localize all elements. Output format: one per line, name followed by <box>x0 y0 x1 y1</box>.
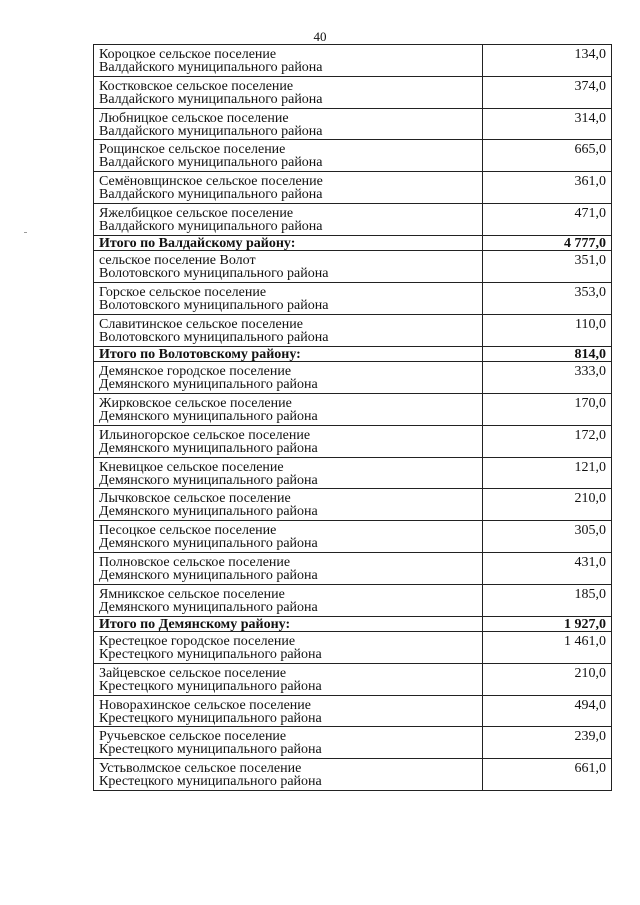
settlement-name: Горское сельское поселение <box>99 285 267 301</box>
settlement-name-cell <box>94 172 483 204</box>
settlement-name: Короцкое сельское поселение <box>99 47 277 62</box>
settlement-name-cell <box>94 695 483 727</box>
settlement-name: Полновское сельское поселение <box>99 554 291 570</box>
settlement-value: 351,0 <box>483 251 612 283</box>
district-total-value: 1 927,0 <box>483 616 612 632</box>
district-total-value: 4 777,0 <box>483 235 612 251</box>
settlement-name: Яжелбицкое сельское поселение <box>99 205 294 221</box>
municipal-district-name: Валдайского муниципального района <box>99 91 323 107</box>
settlement-value: 471,0 <box>483 203 612 235</box>
settlement-row <box>94 759 612 791</box>
settlement-row <box>94 663 612 695</box>
settlement-value: 665,0 <box>483 140 612 172</box>
settlement-name: Костковское сельское поселение <box>99 78 294 94</box>
municipal-district-name: Валдайского муниципального района <box>99 60 323 75</box>
settlement-name: Демянское городское поселение <box>99 364 292 380</box>
settlement-value: 170,0 <box>483 393 612 425</box>
municipal-district-name: Валдайского муниципального района <box>99 123 323 139</box>
settlement-name-cell <box>94 663 483 695</box>
settlement-row <box>94 393 612 425</box>
municipal-district-name: Демянского муниципального района <box>99 599 318 615</box>
settlement-value: 305,0 <box>483 521 612 553</box>
municipal-district-name: Крестецкого муниципального района <box>99 710 322 726</box>
settlement-name-cell <box>94 251 483 283</box>
municipal-district-name: Валдайского муниципального района <box>99 187 323 203</box>
settlement-name-cell <box>94 425 483 457</box>
settlement-value: 134,0 <box>483 45 612 77</box>
settlement-row <box>94 425 612 457</box>
municipal-district-name: Демянского муниципального района <box>99 377 318 393</box>
district-total-label: Итого по Валдайскому району: <box>94 235 483 251</box>
settlement-name-cell <box>94 552 483 584</box>
settlement-name: Песоцкое сельское поселение <box>99 523 277 539</box>
municipal-district-name: Крестецкого муниципального района <box>99 742 322 758</box>
municipal-district-name: Волотовского муниципального района <box>99 266 329 282</box>
settlement-name: Ямникское сельское поселение <box>99 586 285 602</box>
settlement-name-cell <box>94 140 483 172</box>
district-total-row <box>94 616 612 632</box>
settlement-row <box>94 695 612 727</box>
page-number: 40 <box>313 29 327 44</box>
settlement-row <box>94 140 612 172</box>
settlement-value: 239,0 <box>483 727 612 759</box>
settlement-row <box>94 45 612 77</box>
municipal-district-name: Демянского муниципального района <box>99 472 318 488</box>
settlement-name: Рощинское сельское поселение <box>99 142 286 158</box>
settlement-name-cell <box>94 584 483 616</box>
settlement-row <box>94 727 612 759</box>
settlement-name-cell <box>94 108 483 140</box>
settlement-name: Зайцевское сельское поселение <box>99 665 287 681</box>
settlement-row <box>94 172 612 204</box>
settlement-row <box>94 362 612 394</box>
settlement-name: Крестецкое городское поселение <box>99 634 296 650</box>
settlement-row <box>94 521 612 553</box>
settlement-value: 1 461,0 <box>483 632 612 664</box>
settlement-name: Ильиногорское сельское поселение <box>99 427 311 443</box>
settlement-value: 431,0 <box>483 552 612 584</box>
settlement-name-cell <box>94 314 483 346</box>
settlement-name: Семёновщинское сельское поселение <box>99 174 323 190</box>
municipal-district-name: Демянского муниципального района <box>99 567 318 583</box>
settlement-name: Славитинское сельское поселение <box>99 316 303 332</box>
settlement-value: 172,0 <box>483 425 612 457</box>
settlement-row <box>94 489 612 521</box>
settlement-value: 210,0 <box>483 489 612 521</box>
settlement-value: 494,0 <box>483 695 612 727</box>
margin-mark <box>24 232 27 233</box>
district-total-row <box>94 235 612 251</box>
settlement-name: Жирковское сельское поселение <box>99 395 292 411</box>
district-total-label: Итого по Демянскому району: <box>94 616 483 632</box>
settlement-name: Кневицкое сельское поселение <box>99 459 284 475</box>
settlement-row <box>94 108 612 140</box>
table-body <box>94 45 612 791</box>
settlement-name: Ручьевское сельское поселение <box>99 729 287 745</box>
settlement-value: 185,0 <box>483 584 612 616</box>
settlement-value: 121,0 <box>483 457 612 489</box>
settlement-name: Новорахинское сельское поселение <box>99 697 312 713</box>
settlement-name-cell <box>94 203 483 235</box>
district-total-value: 814,0 <box>483 346 612 362</box>
settlement-value: 210,0 <box>483 663 612 695</box>
settlement-row <box>94 251 612 283</box>
settlement-row <box>94 584 612 616</box>
municipal-district-name: Крестецкого муниципального района <box>99 774 322 790</box>
settlement-row <box>94 632 612 664</box>
settlement-name: Любницкое сельское поселение <box>99 110 289 126</box>
municipal-district-name: Волотовского муниципального района <box>99 298 329 314</box>
settlement-value: 361,0 <box>483 172 612 204</box>
municipal-district-name: Демянского муниципального района <box>99 440 318 456</box>
settlement-name-cell <box>94 521 483 553</box>
municipal-district-name: Демянского муниципального района <box>99 536 318 552</box>
settlement-name-cell <box>94 362 483 394</box>
settlement-value: 314,0 <box>483 108 612 140</box>
settlement-value: 353,0 <box>483 283 612 315</box>
settlement-name-cell <box>94 393 483 425</box>
settlement-row <box>94 314 612 346</box>
municipal-district-name: Демянского муниципального района <box>99 408 318 424</box>
settlement-row <box>94 283 612 315</box>
settlement-value: 374,0 <box>483 76 612 108</box>
settlement-value: 333,0 <box>483 362 612 394</box>
settlement-allocation-table <box>93 44 612 791</box>
district-total-row <box>94 346 612 362</box>
municipal-district-name: Крестецкого муниципального района <box>99 647 322 663</box>
settlement-name-cell <box>94 457 483 489</box>
municipal-district-name: Валдайского муниципального района <box>99 218 323 234</box>
district-total-label: Итого по Волотовскому району: <box>94 346 483 362</box>
municipal-district-name: Крестецкого муниципального района <box>99 678 322 694</box>
settlement-name-cell <box>94 632 483 664</box>
settlement-name-cell <box>94 45 483 77</box>
settlement-row <box>94 203 612 235</box>
settlement-row <box>94 552 612 584</box>
settlement-value: 110,0 <box>483 314 612 346</box>
municipal-district-name: Волотовского муниципального района <box>99 329 329 345</box>
settlement-name: Устьволмское сельское поселение <box>99 761 302 777</box>
settlement-name-cell <box>94 759 483 791</box>
municipal-district-name: Валдайского муниципального района <box>99 155 323 171</box>
settlement-value: 661,0 <box>483 759 612 791</box>
settlement-row <box>94 76 612 108</box>
municipal-district-name: Демянского муниципального района <box>99 504 318 520</box>
settlement-name-cell <box>94 283 483 315</box>
settlement-name-cell <box>94 727 483 759</box>
settlement-name-cell <box>94 76 483 108</box>
settlement-name-cell <box>94 489 483 521</box>
settlement-name: Лычковское сельское поселение <box>99 491 291 507</box>
settlement-row <box>94 457 612 489</box>
settlement-name: сельское поселение Волот <box>99 253 256 269</box>
